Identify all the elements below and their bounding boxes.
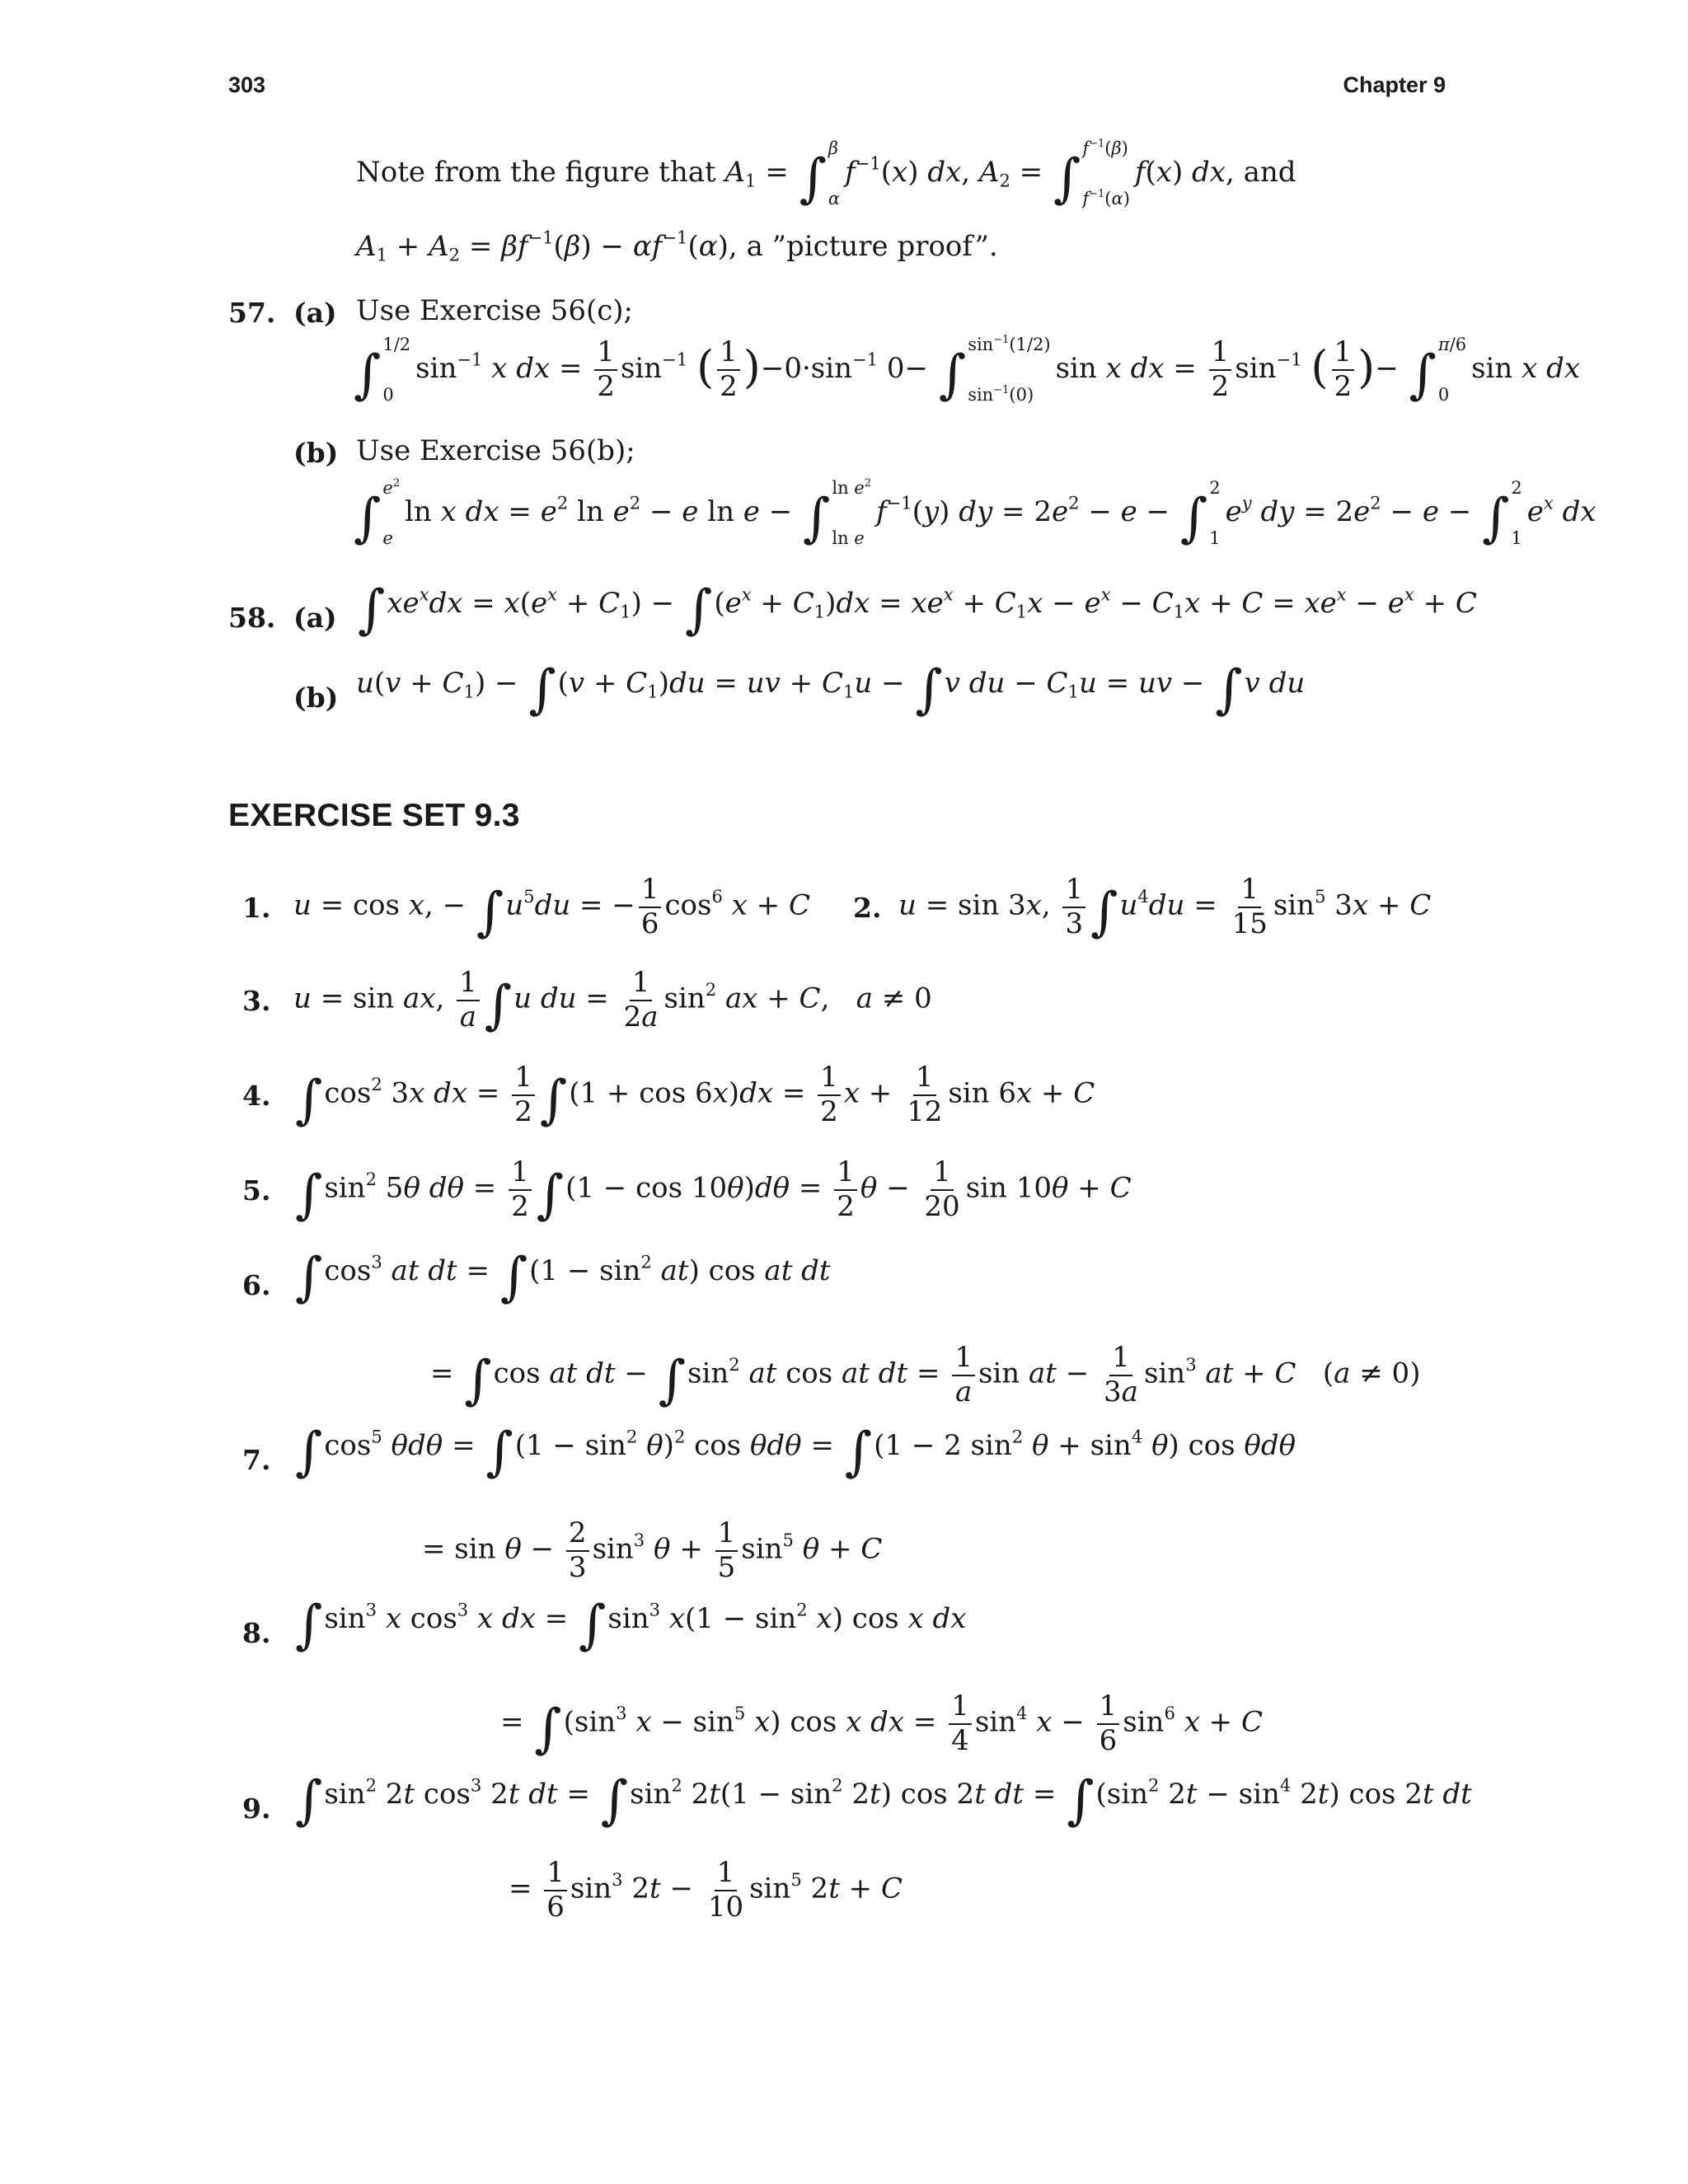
- exercise-58b-label: (b): [293, 682, 339, 714]
- exercise-57a-text: Use Exercise 56(c);: [356, 294, 633, 327]
- exercise-57a-label: (a): [293, 297, 337, 329]
- exercise-3-equation: u = sin ax, $\frac{1}{a}$ ∫u du = $\frac{1}{2a}$ $\sin^2$ ax + C, a ≠ 0: [293, 966, 932, 1036]
- exercise-3-number: 3.: [242, 985, 271, 1017]
- exercise-9-number: 9.: [242, 1793, 271, 1825]
- exercise-2-number: 2.: [853, 892, 882, 924]
- exercise-7-line-2: = sin θ − $\frac{2}{3}$ $\sin^3 \theta$ + $\frac{1}{5}$ $\sin^5 \theta + C$: [422, 1516, 883, 1584]
- chapter-label: Chapter 9: [1343, 73, 1446, 97]
- exercise-6-line-2: = ∫cos at dt − $\int\sin^2$ at cos at dt = $\frac{1}{a}$ sin at − $\frac{1}{3a}$ $\sin^3$ at + C (a ≠ 0): [430, 1341, 1421, 1411]
- exercise-57b-equation: ∫ $e^2$ e ln x dx = $e^2$ $\ln e^2 - e$ ln e − ∫ $\ln e^2$ ln e $f^{-1}(y)$ dy = $2e^2 - e$ − ∫ 2 1 $e^y$ dy = $2e^2 - e$ − ∫ 2 1 $e^x$ dx: [354, 476, 1597, 549]
- note-line-1: Note from the figure that $A_1$ = ∫ β α $f^{-1}(x)$ dx, $A_2$ = ∫ $f^{-1}(\beta)$ $f^{-1}(\alpha)$ f(x) dx, and: [356, 137, 1296, 209]
- exercise-58b-equation: $u(v + C_1) - \int(v + C_1)du$ = uv + $C_1u - \int v$ du − $C_1u$ = uv − ∫v du: [356, 659, 1306, 720]
- exercise-5-equation: $\int\sin^2$ 5θ dθ = $\frac{1}{2}$ ∫(1 − cos 10θ)dθ = $\frac{1}{2}$ θ − $\frac{1}{20}$ sin 10θ + C: [295, 1155, 1132, 1226]
- section-title: EXERCISE SET 9.3: [228, 798, 520, 833]
- exercise-1-equation: u = cos x, − $\int u^5du$ = − $\frac{1}{6}$ $\cos^6 x + C$: [293, 873, 810, 943]
- exercise-4-equation: $\int\cos^2$ 3x dx = $\frac{1}{2}$ ∫(1 + cos 6x)dx = $\frac{1}{2}$ x + $\frac{1}{12}$ sin 6x + C: [295, 1061, 1095, 1131]
- exercise-58a-label: (a): [293, 602, 337, 634]
- exercise-5-number: 5.: [242, 1174, 271, 1207]
- exercise-58a-equation: $\int xe^xdx = x(e^x + C_1) - \int(e^x + C_1)dx = xe^x + C_1x - e^x - C_1x + C = xe^x - e^x + C$: [358, 579, 1477, 640]
- proof-text: a ”picture proof”.: [746, 230, 998, 263]
- page-number: 303: [228, 73, 266, 97]
- exercise-8-number: 8.: [242, 1617, 271, 1649]
- and-text: and: [1243, 156, 1296, 189]
- exercise-8-line-1: $\int\sin^3$ x $\cos^3 x$ dx = $\int\sin^3$ $x(1 - \sin^2 x)$ cos x dx: [295, 1595, 967, 1656]
- exercise-57b-label: (b): [293, 437, 339, 469]
- exercise-6-number: 6.: [242, 1269, 271, 1301]
- note-text: Note from the figure that: [356, 156, 716, 189]
- exercise-57b-text: Use Exercise 56(b);: [356, 434, 635, 467]
- exercise-57-number: 57.: [228, 297, 276, 329]
- exercise-7-line-1: $\int\cos^5$ $\theta d\theta = \int(1 - \sin^2 \theta)^2$ cos θdθ = ∫(1 − 2 $\sin^2 \theta + \sin^4 \theta$) cos θdθ: [295, 1422, 1296, 1483]
- exercise-9-line-1: $\int\sin^2$ 2t $\cos^3 2t$ dt = $\int\sin^2$ $2t(1 - \sin^2 2t)$ cos 2t dt = $\int(\sin^2$ $2t - \sin^4 2t$) cos 2t dt: [295, 1770, 1472, 1831]
- exercise-6-line-1: $\int\cos^3$ at dt = $\int(1 - \sin^2 at)$ cos at dt: [295, 1247, 831, 1308]
- note-line-2: $A_1 + A_2 = \beta f^{-1}(\beta) - \alpha f^{-1}(\alpha)$, a ”picture proof”.: [356, 227, 998, 265]
- exercise-58-number: 58.: [228, 602, 276, 634]
- exercise-57a-equation: ∫ 1/2 0 $\sin^{-1} x$ dx = $\frac{1}{2}$ $\sin^{-1}$ ( $\frac{1}{2}$ )$-0\cdot\sin^{-1}$ 0− ∫ $\sin^{-1}(1/2)$ $\sin^{-1}(0)$ sin x dx = $\frac{1}{2}$ $\sin^{-1}$ ( $\frac{1}{2}$ )− ∫ π/6 0 sin x dx: [354, 333, 1581, 405]
- exercise-4-number: 4.: [242, 1080, 271, 1112]
- exercise-8-line-2: = $\int(\sin^3$ $x - \sin^5 x$) cos x dx = $\frac{1}{4}$ $\sin^4 x$ − $\frac{1}{6}$ $\sin^6 x + C$: [500, 1690, 1263, 1760]
- exercise-1-number: 1.: [242, 892, 271, 924]
- exercise-2-equation: u = sin 3x, $\frac{1}{3}$ $\int u^4du$ = $\frac{1}{15}$ $\sin^5 3x + C$: [898, 873, 1432, 943]
- exercise-7-number: 7.: [242, 1444, 271, 1476]
- exercise-9-line-2: = $\frac{1}{6}$ $\sin^3 2t$ − $\frac{1}{10}$ $\sin^5 2t + C$: [509, 1856, 903, 1924]
